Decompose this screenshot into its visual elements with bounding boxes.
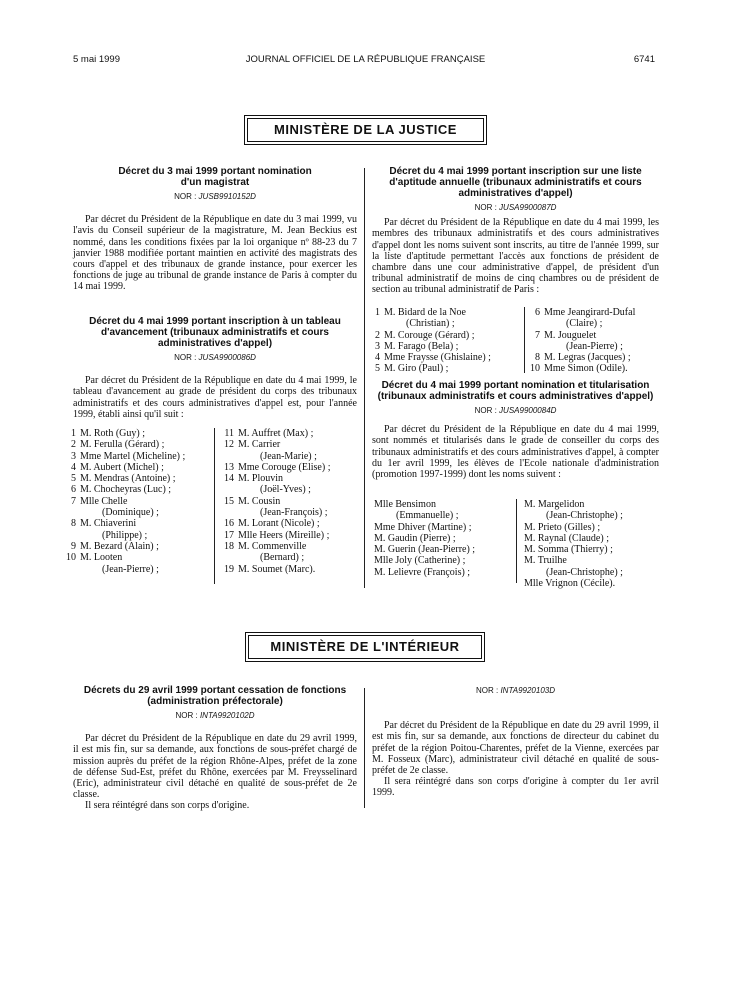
list-divider xyxy=(214,428,215,584)
nor-reference: NOR : INTA9920102D xyxy=(175,711,255,720)
titularisation-list-right xyxy=(524,499,664,589)
decree-body-2: Il sera réintégré dans son corps d'origine à compter du 1er avril 1999. xyxy=(372,776,659,799)
list-item-name: Mme Jeangirard-Dufal xyxy=(544,307,636,318)
list-item-number: 14 xyxy=(224,473,234,485)
decree-title: Décrets du 29 avril 1999 portant cessation de fonctions (administration préfectorale) xyxy=(83,685,347,707)
list-item-name: M. Ferulla (Gérard) ; xyxy=(80,439,165,451)
list-item xyxy=(526,352,662,363)
list-item-number: 19 xyxy=(224,563,234,575)
decree-cessation-fosseux xyxy=(372,685,659,799)
decree-body: Par décret du Président de la République en date du 29 avril 1999, il est mis fin, sur sa demande, aux fonctions de directeur du cabinet du préfet de la région Poitou-Charentes, préfet de la Vienne, exercées par M. Fosseux (Marc), administrateur civil détaché en qualité de sous-préfet de 2e classe. xyxy=(372,720,659,777)
list-item-number: 4 xyxy=(375,352,380,364)
list-item-number xyxy=(220,552,238,563)
list-item-number: 3 xyxy=(375,340,380,352)
list-item-name: M. Bezard (Alain) ; xyxy=(80,540,159,552)
list-item-number xyxy=(366,318,384,329)
list-item xyxy=(62,484,212,495)
decree-titularisation xyxy=(372,380,659,480)
list-item-name: (Christian) ; xyxy=(406,318,455,330)
list-item-name: M. Auffret (Max) ; xyxy=(238,428,314,439)
list-item xyxy=(220,484,360,495)
decree-title: Décret du 4 mai 1999 portant inscription sur une liste d'aptitude annuelle (tribunaux administratifs et cours administratives d'appel) xyxy=(389,166,642,199)
list-item xyxy=(374,555,514,566)
list-item xyxy=(524,567,664,578)
list-item-name: (Joël-Yves) ; xyxy=(260,484,311,496)
decree-liste-aptitude xyxy=(372,166,659,296)
list-item-name: M. Guerin (Jean-Pierre) ; xyxy=(374,544,476,556)
list-item xyxy=(524,522,664,533)
list-item-name: (Bernard) ; xyxy=(260,552,305,564)
list-item xyxy=(220,507,360,518)
list-item-number: 3 xyxy=(71,450,76,462)
list-divider xyxy=(524,307,525,373)
list-item-name: M. Plouvin xyxy=(238,473,284,485)
list-item-name: Mme Simon (Odile). xyxy=(544,363,628,375)
list-item xyxy=(220,439,360,450)
list-item xyxy=(524,510,664,521)
list-item-name: Mlle Heers (Mireille) ; xyxy=(238,529,330,541)
list-item-name: M. Truilhe xyxy=(524,555,567,567)
list-item xyxy=(526,318,662,329)
decree-body: Par décret du Président de la République en date du 29 avril 1999, il est mis fin, sur sa demande, aux fonctions de sous-préfet chargé de mission auprès du préfet de la région Rhône-Alpes, préfet de la zone de défense Sud-Est, préfet du Rhône, exercées par M. Freysselinard (Eric), administrateur civil détaché en qualité de sous-préfet de 2e classe. xyxy=(73,733,357,801)
list-item-name: M. Legras (Jacques) ; xyxy=(544,352,631,364)
list-item-name: Mlle Chelle xyxy=(80,495,128,507)
ministry-interieur-banner: MINISTÈRE DE L'INTÉRIEUR xyxy=(248,635,482,659)
list-item xyxy=(62,428,212,439)
list-item-number: 9 xyxy=(71,540,76,552)
list-item-name: M. Bidard de la Noe xyxy=(384,307,466,318)
list-item-number: 7 xyxy=(535,329,540,341)
decree-tableau-avancement xyxy=(73,316,357,420)
list-item xyxy=(526,307,662,318)
list-item-number: 5 xyxy=(375,363,380,375)
list-item xyxy=(220,552,360,563)
list-item-number xyxy=(220,484,238,495)
header-page-number: 6741 xyxy=(633,54,655,65)
list-item-number: 12 xyxy=(224,439,234,451)
list-item xyxy=(220,530,360,541)
list-item-name: M. Looten xyxy=(80,552,123,564)
list-item-name: M. Chocheyras (Luc) ; xyxy=(80,484,172,496)
list-item xyxy=(524,555,664,566)
list-item-name: (Philippe) ; xyxy=(102,529,148,541)
list-item-number: 4 xyxy=(71,461,76,473)
list-item-number: 10 xyxy=(66,552,76,564)
decree-body: Par décret du Président de la République en date du 4 mai 1999, les membres des tribunaux administratifs et des cours administratives d'appel dont les noms suivent sont inscrits, au titre de l'année 1999, sur la liste d'aptitude permettant l'accès aux fonctions de président de chambre dans une cour administrative d'appel, de président d'un tribunal administratif de moins de cinq chambres ou de président de section au tribunal administratif de Paris : xyxy=(372,217,659,296)
list-item-name: M. Cousin xyxy=(238,495,281,507)
list-item xyxy=(524,544,664,555)
list-item-name: M. Prieto (Gilles) ; xyxy=(524,521,601,533)
list-item xyxy=(220,473,360,484)
list-item-name: (Dominique) ; xyxy=(102,507,159,519)
list-item xyxy=(374,544,514,555)
list-item xyxy=(220,496,360,507)
list-item-number xyxy=(526,341,544,352)
ministry-justice-banner: MINISTÈRE DE LA JUSTICE xyxy=(247,118,484,142)
decree-title: Décret du 4 mai 1999 portant inscription à un tableau d'avancement (tribunaux administratifs et cours administratives d'appel) xyxy=(89,316,341,349)
column-divider xyxy=(364,168,365,588)
list-item-number: 6 xyxy=(535,307,540,318)
list-item-name: M. Corouge (Gérard) ; xyxy=(384,329,475,341)
list-item-number: 7 xyxy=(71,495,76,507)
list-item-name: M. Commenville xyxy=(238,540,307,552)
list-item-name: M. Somma (Thierry) ; xyxy=(524,544,613,556)
header-date: 5 mai 1999 xyxy=(73,54,121,65)
list-item-number: 15 xyxy=(224,495,234,507)
list-item-name: (Emmanuelle) ; xyxy=(396,510,459,522)
list-item-name: M. Gaudin (Pierre) ; xyxy=(374,532,456,544)
list-item xyxy=(62,541,212,552)
list-item-number xyxy=(62,507,80,518)
list-item xyxy=(524,578,664,589)
list-item-number: 8 xyxy=(71,518,76,530)
decree-nomination-magistrat xyxy=(73,166,357,293)
aptitude-list-right xyxy=(526,307,662,375)
list-item-name: M. Roth (Guy) ; xyxy=(80,428,145,439)
list-item xyxy=(220,428,360,439)
decree-title: Décret du 3 mai 1999 portant nomination d'un magistrat xyxy=(118,166,312,188)
list-item xyxy=(366,352,522,363)
avancement-list-right xyxy=(220,428,360,575)
list-item xyxy=(374,533,514,544)
nor-reference: NOR : INTA9920103D xyxy=(475,686,556,695)
list-item xyxy=(526,341,662,352)
decree-body-2: Il sera réintégré dans son corps d'origine. xyxy=(85,800,250,812)
list-item-name: Mlle Vrignon (Cécile). xyxy=(524,578,616,590)
list-item-number: 1 xyxy=(375,307,380,318)
list-item xyxy=(366,318,522,329)
list-item-name: M. Carrier xyxy=(238,439,281,451)
avancement-list-left xyxy=(62,428,212,575)
list-item xyxy=(220,564,360,575)
list-item xyxy=(62,496,212,507)
list-divider xyxy=(516,499,517,583)
decree-cessation-freysselinard xyxy=(73,685,357,812)
aptitude-list-left xyxy=(366,307,522,375)
list-item xyxy=(366,307,522,318)
list-item-number: 8 xyxy=(535,352,540,364)
list-item-number xyxy=(526,318,544,329)
list-item xyxy=(526,330,662,341)
list-item-name: (Jean-Pierre) ; xyxy=(566,340,623,352)
list-item-name: (Jean-Pierre) ; xyxy=(102,563,159,575)
list-item xyxy=(366,363,522,374)
decree-body: Par décret du Président de la République en date du 4 mai 1999, le tableau d'avancement au grade de président du corps des tribunaux administratifs et des cours administratives d'appel est, pour l'année 1999, établi ainsi qu'il suit : xyxy=(73,375,357,420)
list-item-number: 5 xyxy=(71,473,76,485)
list-item-name: Mlle Bensimon xyxy=(374,499,436,510)
list-item-name: M. Mendras (Antoine) ; xyxy=(80,473,176,485)
list-item xyxy=(220,541,360,552)
list-item xyxy=(62,473,212,484)
list-item-number xyxy=(62,564,80,575)
list-item-name: M. Giro (Paul) ; xyxy=(384,363,449,375)
list-item-name: M. Lorant (Nicole) ; xyxy=(238,518,320,530)
list-item xyxy=(220,451,360,462)
list-item-name: (Jean-Christophe) ; xyxy=(546,566,623,578)
list-item-name: Mlle Joly (Catherine) ; xyxy=(374,555,466,567)
list-item-number: 6 xyxy=(71,484,76,496)
list-item-name: (Jean-Christophe) ; xyxy=(546,510,623,522)
nor-reference: NOR : JUSA9900086D xyxy=(174,353,256,362)
list-item-number: 18 xyxy=(224,540,234,552)
list-item-name: Mme Fraysse (Ghislaine) ; xyxy=(384,352,491,364)
list-item-number: 11 xyxy=(224,428,234,439)
list-item-name: Mme Dhiver (Martine) ; xyxy=(374,521,472,533)
decree-body: Par décret du Président de la République en date du 4 mai 1999, sont nommés et titularisés dans le grade de conseiller du corps des tribunaux administratifs et des cours administratives d'appel, à compter du 1er avril 1999, les élèves de l'Ecole nationale d'administration (promotion 1997-1999) dont les noms suivent : xyxy=(372,424,659,481)
titularisation-list-left xyxy=(374,499,514,578)
list-item-name: M. Chiaverini xyxy=(80,518,137,530)
list-item xyxy=(524,499,664,510)
list-item-name: (Jean-Marie) ; xyxy=(260,450,317,462)
list-item-name: M. Lelievre (François) ; xyxy=(374,566,471,578)
list-item xyxy=(62,530,212,541)
decree-body: Par décret du Président de la République en date du 3 mai 1999, vu l'avis du Conseil supérieur de la magistrature, M. Jean Beckius est nommé, dans les conditions fixées par la loi organique nº 88-23 du 7 janvier 1988 modifiée portant maintien en activité des magistrats des cours d'appel et des tribunaux de grande instance, pour exercer les fonctions de juge au tribunal de grande instance de Paris à compter du 14 mai 1999. xyxy=(73,214,357,293)
list-item xyxy=(366,341,522,352)
list-item xyxy=(366,330,522,341)
list-item xyxy=(374,499,514,510)
list-item-number xyxy=(220,451,238,462)
list-item-name: Mme Corouge (Elise) ; xyxy=(238,461,331,473)
list-item xyxy=(62,462,212,473)
list-item-number: 2 xyxy=(375,329,380,341)
list-item xyxy=(220,462,360,473)
list-item-name: Mme Martel (Micheline) ; xyxy=(80,450,186,462)
list-item xyxy=(62,451,212,462)
list-item-name: M. Soumet (Marc). xyxy=(238,563,316,575)
list-item-name: M. Aubert (Michel) ; xyxy=(80,461,164,473)
list-item-name: (Jean-François) ; xyxy=(260,507,328,519)
header-journal-title: JOURNAL OFFICIEL DE LA RÉPUBLIQUE FRANÇAISE xyxy=(245,54,486,65)
list-item xyxy=(62,564,212,575)
list-item-number: 13 xyxy=(224,461,234,473)
list-item-number: 10 xyxy=(530,363,540,375)
decree-title: Décret du 4 mai 1999 portant nomination et titularisation (tribunaux administratifs et cours administratives d'appel) xyxy=(377,380,654,402)
list-item-number: 16 xyxy=(224,518,234,530)
list-item-number xyxy=(62,530,80,541)
list-item xyxy=(220,518,360,529)
list-item xyxy=(374,510,514,521)
list-item xyxy=(62,518,212,529)
list-item-name: (Claire) ; xyxy=(566,318,603,330)
nor-reference: NOR : JUSB9910152D xyxy=(174,192,256,201)
list-item xyxy=(62,552,212,563)
column-divider xyxy=(364,688,365,808)
list-item-number: 1 xyxy=(71,428,76,439)
list-item-name: M. Margelidon xyxy=(524,499,585,510)
list-item-name: M. Farago (Bela) ; xyxy=(384,340,459,352)
list-item-number xyxy=(220,507,238,518)
nor-reference: NOR : JUSA9900087D xyxy=(474,203,557,212)
list-item-name: M. Jouguelet xyxy=(544,329,597,341)
list-item xyxy=(62,507,212,518)
list-item xyxy=(374,522,514,533)
list-item-number: 2 xyxy=(71,439,76,451)
list-item xyxy=(374,567,514,578)
nor-reference: NOR : JUSA9900084D xyxy=(474,406,557,415)
list-item-number: 17 xyxy=(224,529,234,541)
list-item xyxy=(524,533,664,544)
list-item xyxy=(62,439,212,450)
list-item-name: M. Raynal (Claude) ; xyxy=(524,532,609,544)
list-item xyxy=(526,363,662,374)
